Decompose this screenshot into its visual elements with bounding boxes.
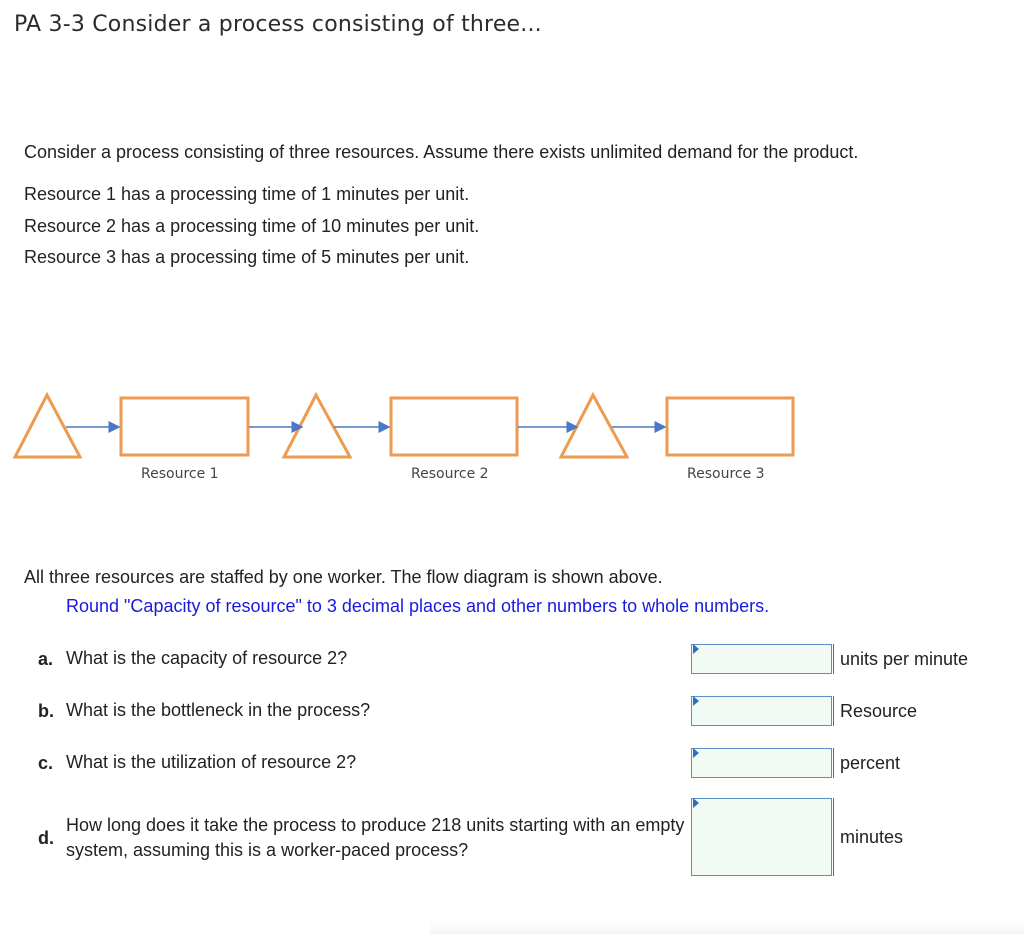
resource-label-3: Resource 3 [687, 466, 765, 482]
answer-d-input[interactable] [691, 798, 832, 876]
answer-d-unit: minutes [833, 798, 903, 876]
rounding-instruction: Round "Capacity of resource" to 3 decimal places and other numbers to whole numbers. [66, 596, 770, 616]
intro-text: Consider a process consisting of three resources. Assume there exists unlimited demand for the product. [24, 142, 859, 162]
answer-a-unit: units per minute [833, 644, 968, 674]
page-title: PA 3-3 Consider a process consisting of three... [14, 12, 542, 37]
question-c-letter: c. [38, 753, 54, 773]
question-c-text: What is the utilization of resource 2? [66, 752, 357, 772]
answer-a-input[interactable] [691, 644, 832, 674]
resource-box-3 [667, 398, 793, 455]
inventory-triangle-1 [15, 395, 80, 457]
answer-b-unit: Resource [833, 696, 917, 726]
resource-box-2 [391, 398, 517, 455]
answer-c-input[interactable] [691, 748, 832, 778]
question-d-letter: d. [38, 828, 54, 848]
resource-box-1 [121, 398, 248, 455]
question-a-text: What is the capacity of resource 2? [66, 648, 348, 668]
resource-1-text: Resource 1 has a processing time of 1 minutes per unit. [24, 184, 470, 204]
resource-label-1: Resource 1 [141, 466, 219, 482]
resource-3-text: Resource 3 has a processing time of 5 minutes per unit. [24, 247, 470, 267]
staffing-text: All three resources are staffed by one worker. The flow diagram is shown above. [24, 567, 663, 587]
resource-label-2: Resource 2 [411, 466, 489, 482]
inventory-triangle-3 [561, 395, 627, 457]
answer-b-input[interactable] [691, 696, 832, 726]
inventory-triangle-2 [284, 395, 350, 457]
question-a-letter: a. [38, 649, 54, 669]
answer-c-unit: percent [833, 748, 900, 778]
question-b-letter: b. [38, 701, 54, 721]
resource-2-text: Resource 2 has a processing time of 10 minutes per unit. [24, 216, 480, 236]
question-d-text: How long does it take the process to produce 218 units starting with an empty system, assuming this is a worker-paced process? [66, 815, 685, 860]
flow-diagram [0, 380, 820, 490]
question-b-text: What is the bottleneck in the process? [66, 700, 371, 720]
bottom-shadow [430, 918, 1024, 934]
